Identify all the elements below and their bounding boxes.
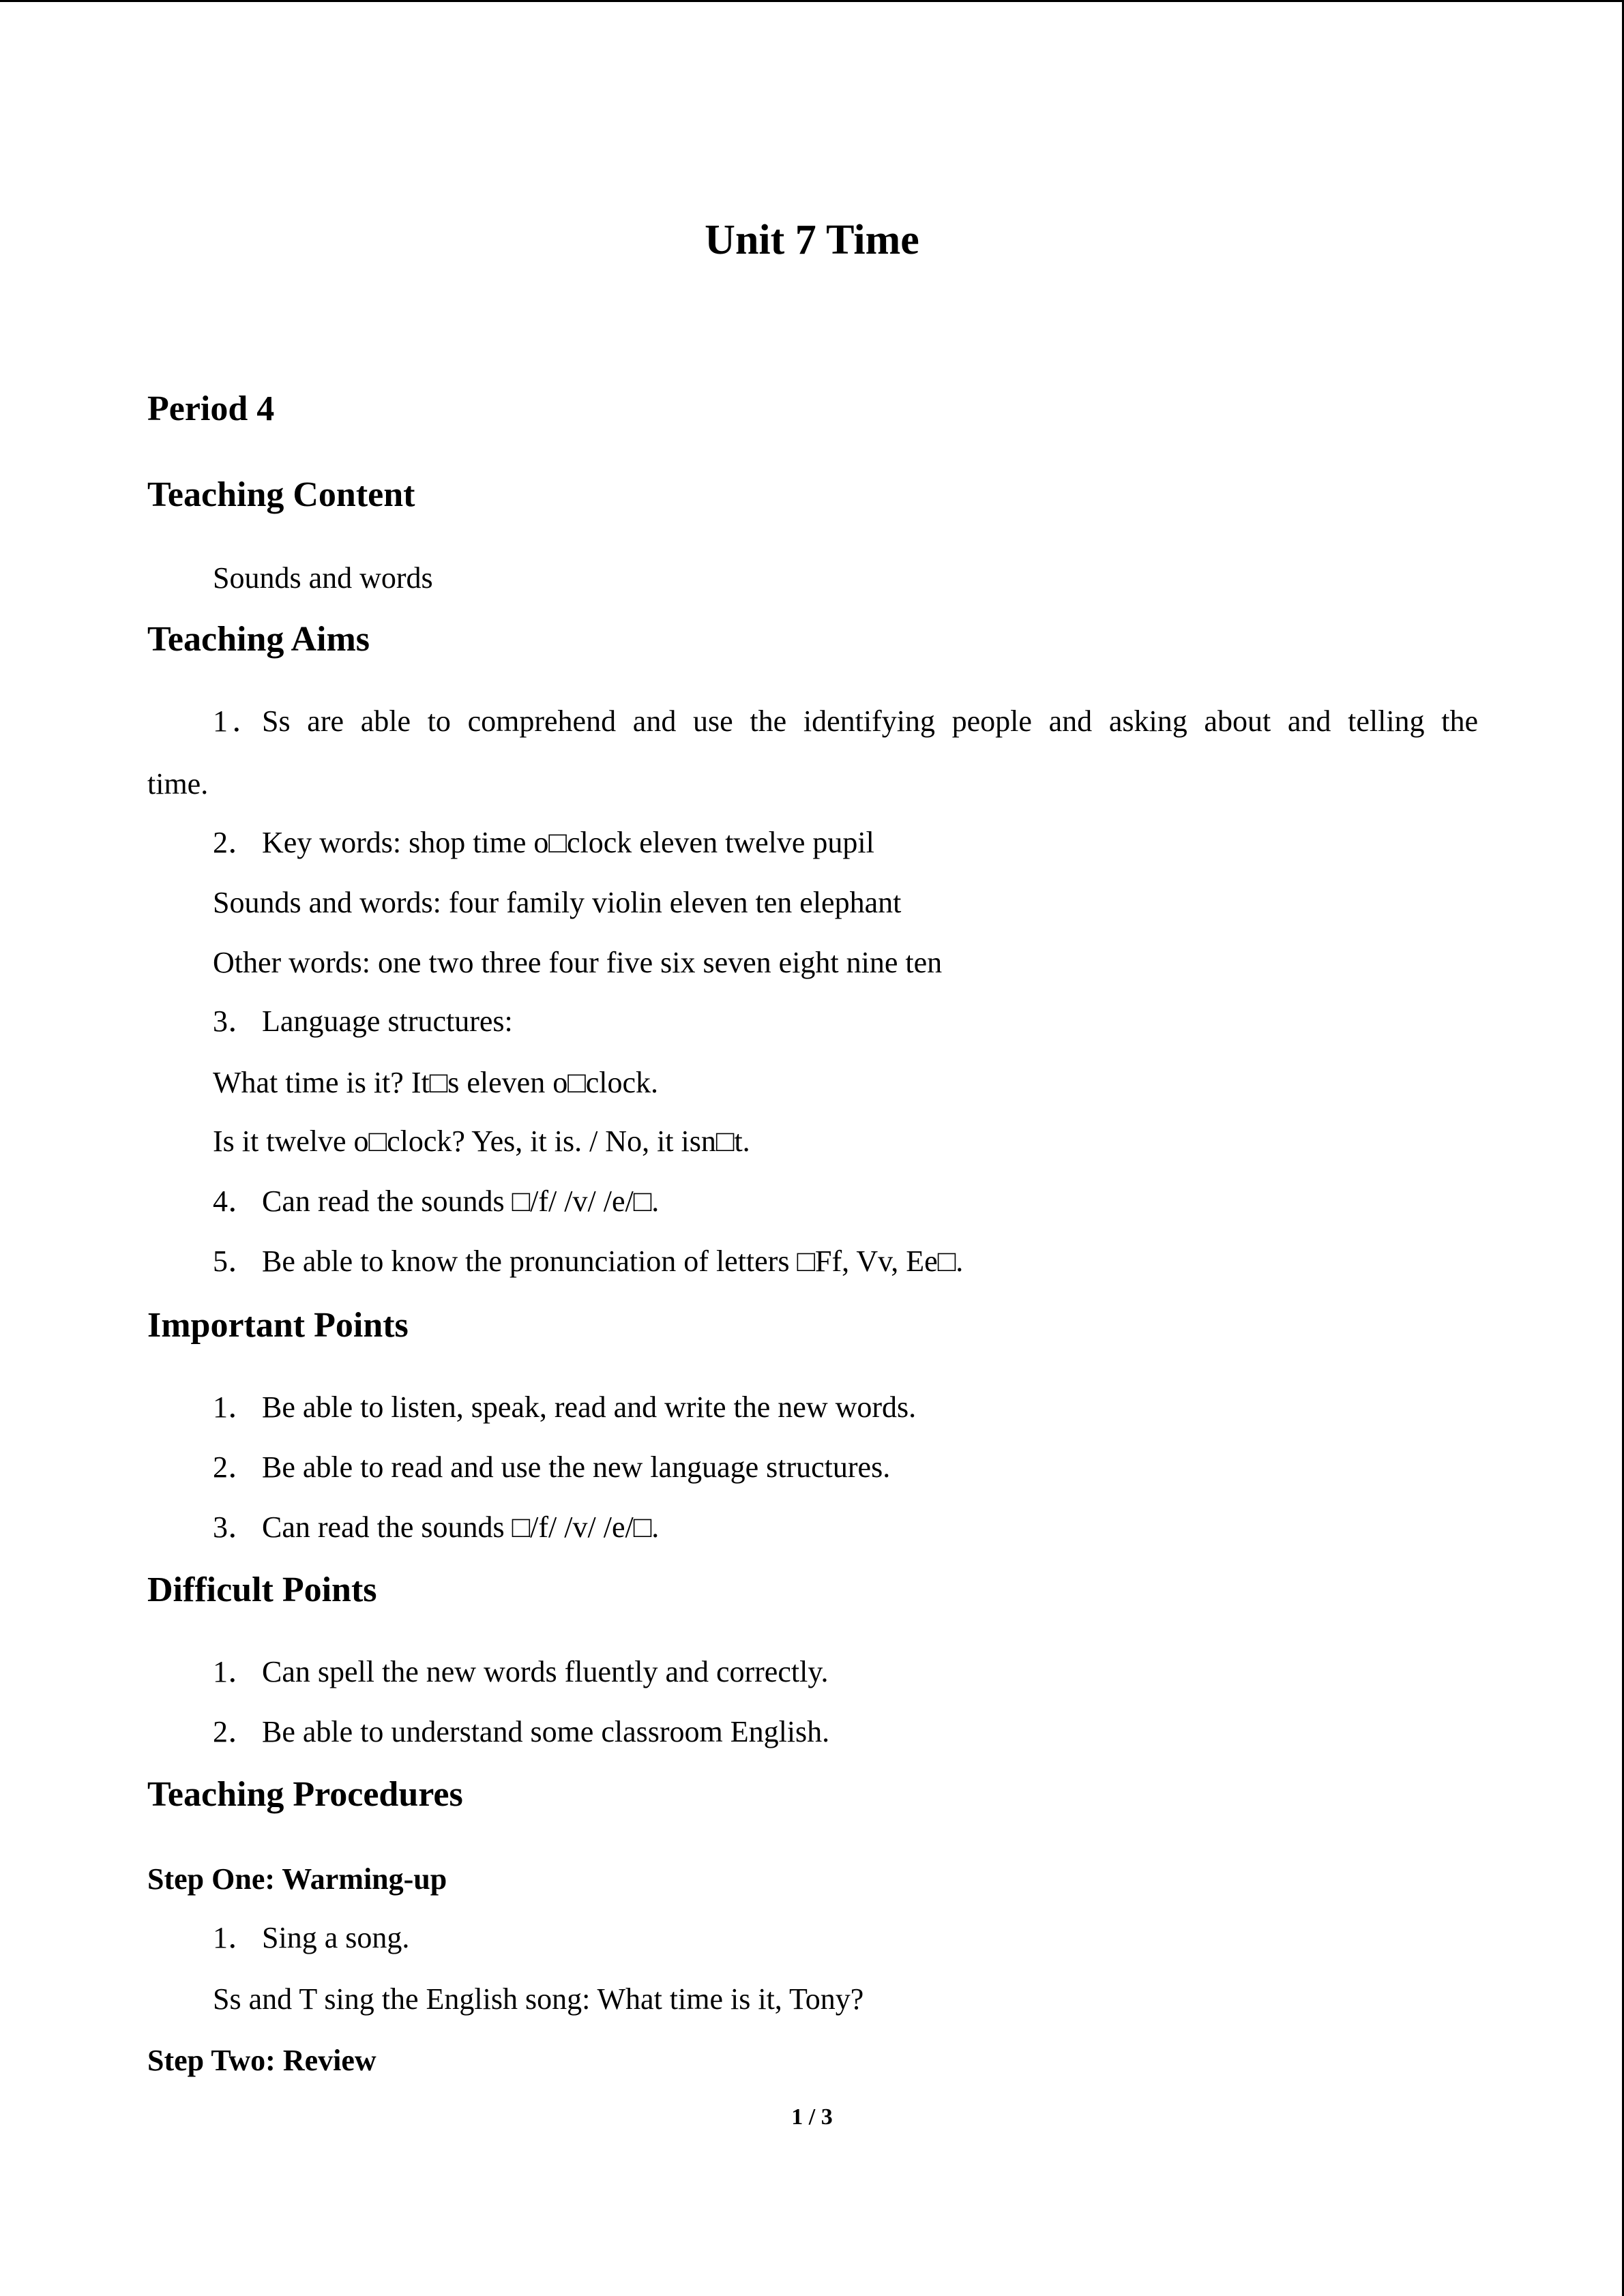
important-point-1-text: Be able to listen, speak, read and write the new words. [262,1390,917,1424]
aim-item-4 [213,1182,659,1221]
language-structure-1: What time is it? It□s eleven o□clock. [213,1066,659,1099]
sounds-and-words-line: Sounds and words: four family violin eleven ten elephant [213,886,902,919]
aim-item-5-text: Be able to know the pronunciation of letters □Ff, Vv, Ee□. [262,1244,964,1278]
teaching-procedures-heading: Teaching Procedures [147,1775,463,1814]
teaching-content-heading: Teaching Content [147,475,415,514]
aim-item-2-text: Key words: shop time o□clock eleven twelve pupil [262,826,874,859]
aim-item-3-text: Language structures: [262,1004,513,1038]
step-two-heading: Step Two: Review [147,2044,377,2077]
period-heading: Period 4 [147,389,275,428]
list-number: 3． [213,1004,258,1038]
teaching-content-text: Sounds and words [213,561,433,595]
list-number: 1． [213,1921,258,1954]
important-points-heading: Important Points [147,1306,409,1345]
important-point-3 [213,1508,659,1547]
aim-item-3 [213,1002,513,1041]
list-number: 2． [213,826,258,859]
language-structure-2: Is it twelve o□clock? Yes, it is. / No, it isn□t. [213,1124,750,1158]
difficult-points-heading: Difficult Points [147,1570,377,1609]
step-one-heading: Step One: Warming-up [147,1862,447,1896]
step-one-detail: Ss and T sing the English song: What time is it, Tony? [213,1982,864,2016]
aim-item-1-line-2: time. [147,767,209,801]
aim-item-1-text: Ss are able to comprehend and use the identifying people and asking about and telling the [262,704,1478,738]
difficult-point-2 [213,1713,829,1751]
list-number: 1． [213,1655,258,1688]
difficult-point-1 [213,1653,828,1691]
list-number: 3． [213,1510,258,1544]
teaching-aims-heading: Teaching Aims [147,620,370,659]
aim-item-1-line-1 [213,702,1478,741]
list-number: 2． [213,1715,258,1748]
important-point-3-text: Can read the sounds □/f/ /v/ /e/□. [262,1510,660,1544]
difficult-point-1-text: Can spell the new words fluently and correctly. [262,1655,829,1688]
step-one-item-1 [213,1919,409,1957]
list-number: 5． [213,1244,258,1278]
important-point-1 [213,1388,916,1427]
list-number: 2． [213,1450,258,1484]
page-number: 1 / 3 [791,2104,833,2130]
important-point-2 [213,1448,890,1487]
list-number: 4． [213,1184,258,1218]
other-words-line: Other words: one two three four five six seven eight nine ten [213,946,943,979]
aim-item-4-text: Can read the sounds □/f/ /v/ /e/□. [262,1184,660,1218]
step-one-item-1-text: Sing a song. [262,1921,410,1954]
important-point-2-text: Be able to read and use the new language structures. [262,1450,891,1484]
aim-item-5 [213,1242,963,1281]
aim-item-2 [213,824,874,862]
list-number: 1． [213,704,262,738]
list-number: 1． [213,1390,258,1424]
document-title: Unit 7 Time [705,217,919,263]
difficult-point-2-text: Be able to understand some classroom English. [262,1715,830,1748]
